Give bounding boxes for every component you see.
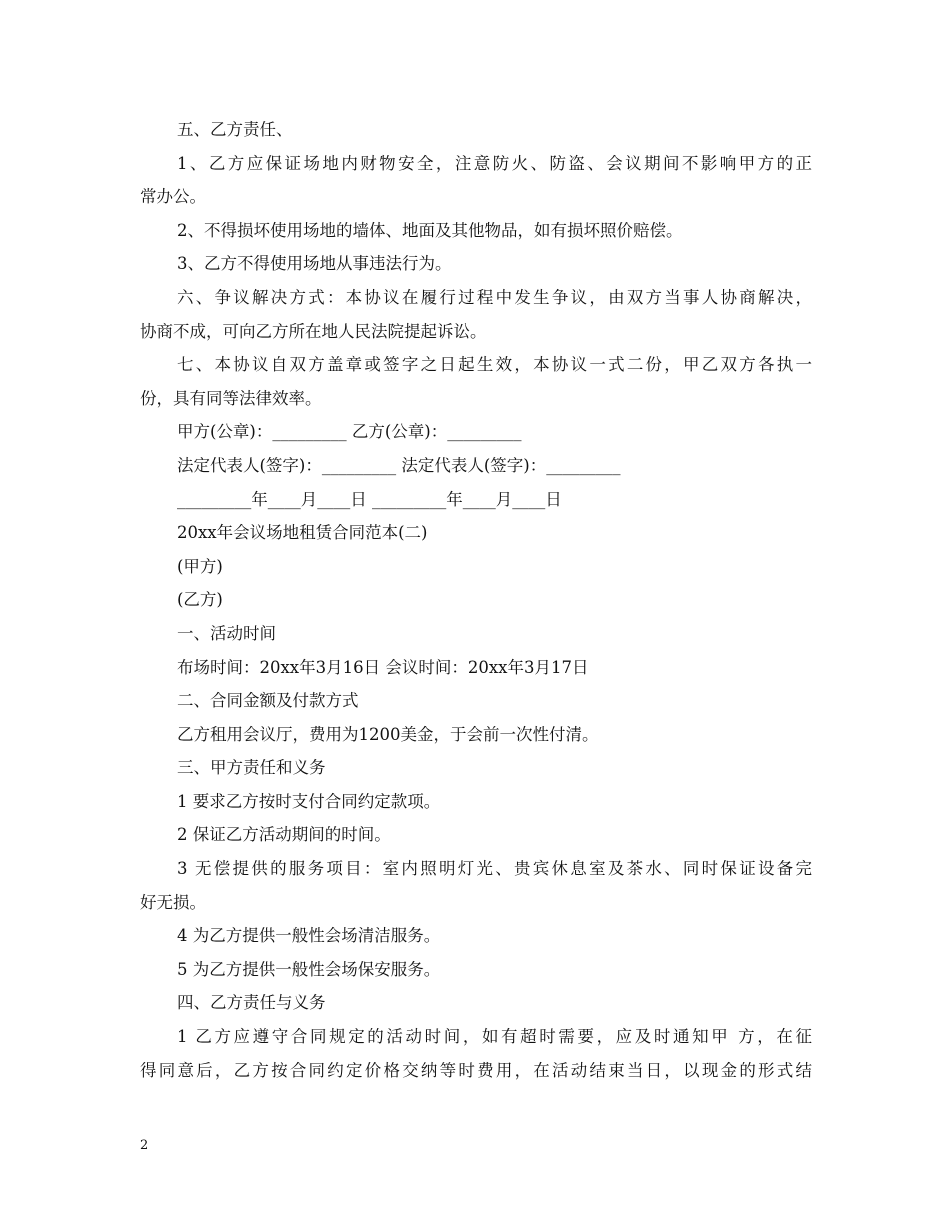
page-number: 2: [140, 1138, 149, 1153]
paragraph-line: 5 为乙方提供一般性会场保安服务。: [177, 959, 441, 979]
paragraph-line: 得同意后，乙方按合同约定价格交纳等时费用，在活动结束当日，以现金的形式结: [140, 1060, 812, 1080]
paragraph-line: 2、不得损坏使用场地的墙体、地面及其他物品，如有损坏照价赔偿。: [177, 220, 683, 240]
section-heading-2: 二、合同金额及付款方式: [177, 691, 359, 711]
paragraph-line: 1 要求乙方按时支付合同约定款项。: [177, 791, 441, 811]
paragraph-line: 4 为乙方提供一般性会场清洁服务。: [177, 926, 441, 946]
section-heading-7: 七、本协议自双方盖章或签字之日起生效，本协议一式二份，甲乙双方各执一: [177, 355, 812, 375]
party-b-label: (乙方): [177, 590, 223, 610]
paragraph-line: 协商不成，可向乙方所在地人民法院提起诉讼。: [140, 321, 487, 341]
party-a-label: (甲方): [177, 556, 223, 576]
paragraph-line: 1、乙方应保证场地内财物安全，注意防火、防盗、会议期间不影响甲方的正: [177, 153, 812, 173]
contract-title: 20xx年会议场地租赁合同范本(二): [177, 523, 428, 543]
section-heading-4: 四、乙方责任与义务: [177, 993, 326, 1013]
paragraph-line: 好无损。: [140, 892, 206, 912]
paragraph-line: 常办公。: [140, 187, 206, 207]
signature-representative-line: 法定代表人(签字)：_________ 法定代表人(签字)：_________: [177, 455, 621, 475]
section-heading-5: 五、乙方责任、: [177, 120, 293, 139]
paragraph-line: 3、乙方不得使用场地从事违法行为。: [177, 254, 452, 274]
signature-date-line: _________年____月____日 _________年____月____日: [177, 489, 562, 509]
signature-seal-line: 甲方(公章)：_________ 乙方(公章)：_________: [177, 422, 522, 442]
section-heading-3: 三、甲方责任和义务: [177, 758, 326, 778]
paragraph-line: 1 乙方应遵守合同规定的活动时间，如有超时需要，应及时通知甲 方，在征: [177, 1027, 812, 1047]
section-heading-1: 一、活动时间: [177, 623, 276, 643]
paragraph-line: 布场时间：20xx年3月16日 会议时间：20xx年3月17日: [177, 657, 589, 677]
document-body: [140, 113, 812, 1087]
paragraph-line: 份，具有同等法律效率。: [140, 388, 322, 408]
paragraph-line: 乙方租用会议厅，费用为1200美金，于会前一次性付清。: [177, 724, 599, 744]
paragraph-line: 3 无偿提供的服务项目：室内照明灯光、贵宾休息室及茶水、同时保证设备完: [177, 859, 812, 879]
section-heading-6: 六、争议解决方式：本协议在履行过程中发生争议，由双方当事人协商解决，: [177, 287, 812, 307]
paragraph-line: 2 保证乙方活动期间的时间。: [177, 825, 391, 845]
